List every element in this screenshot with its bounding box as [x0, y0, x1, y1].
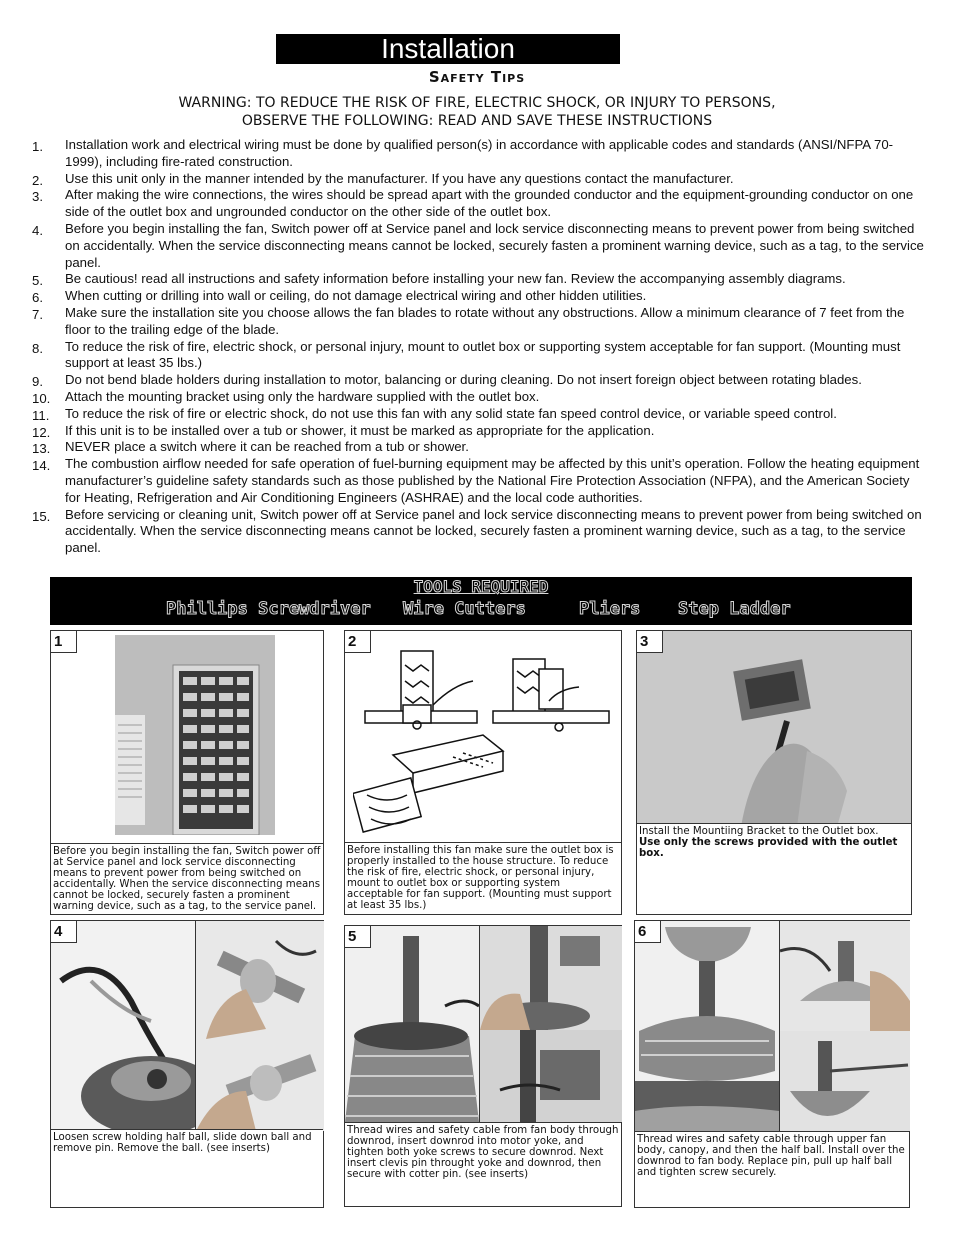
fan-body-downrod-photo — [345, 926, 479, 1122]
tip-item — [32, 221, 924, 271]
step-2-caption: Before installing this fan make sure the outlet box is properly installed to the house structure. To reduce the risk of fire, electric shock, or personal injury, mount to outlet box or supporting system acceptable for fan support. (Mounting must support at least 35 lbs.) — [345, 842, 621, 914]
step-number: 1 — [51, 631, 77, 653]
tip-item — [32, 456, 924, 506]
tip-text: The combustion airflow needed for safe operation of fuel-burning equipment may be affected by this unit’s operation. Follow the heating equipment manufacturer’s guideline safety standards such as those published by the National Fire Protection Association (NFPA), and the American Society for Heating, Refrigeration and Air Conditioning Engineers (ASHRAE) and the local code authorities. — [65, 456, 920, 505]
tip-number: 5. — [32, 273, 43, 289]
safety-tips-list — [32, 137, 924, 557]
tip-text: Attach the mounting bracket using only the hardware supplied with the outlet box. — [65, 388, 540, 404]
tip-item — [32, 439, 924, 456]
downrod-main-photo — [51, 921, 195, 1131]
step-number: 3 — [637, 631, 663, 653]
step-3-panel — [636, 630, 912, 915]
tip-number: 7. — [32, 306, 43, 322]
step-4-panel — [50, 920, 324, 1208]
page-title: Installation — [276, 34, 620, 64]
clevis-pin-insert-photo — [479, 1030, 622, 1122]
step-number: 5 — [345, 926, 371, 948]
tip-text: Use this unit only in the manner intended by the manufacturer. If you have any questions contact the manufacturer. — [65, 170, 734, 186]
step-5-panel — [344, 925, 622, 1207]
canopy-insert-photo — [779, 921, 910, 1032]
tip-number: 2. — [32, 172, 43, 188]
tip-item — [32, 372, 924, 389]
step-1-caption: Before you begin installing the fan, Switch power off at Service panel and lock service disconnecting means to prevent power from being switched on accidentally. When the service disconnecting means cannot be locked, securely fasten a prominent warning device, such as a tag, to the service panel. — [51, 843, 323, 914]
tool-phillips-screwdriver: Phillips Screwdriver — [166, 599, 371, 619]
step-5-caption: Thread wires and safety cable from fan body through downrod, insert downrod into motor yoke, and tighten both yoke screws to secure downrod. Next insert clevis pin throught yoke and downrod, then secure with cotter pin. (see inserts) — [345, 1122, 621, 1206]
tip-item — [32, 406, 924, 423]
step-number: 6 — [635, 921, 661, 943]
tip-item — [32, 288, 924, 305]
tip-number: 11. — [32, 407, 50, 423]
step-number: 4 — [51, 921, 77, 943]
half-ball-install-insert-photo — [779, 1031, 910, 1131]
tip-number: 9. — [32, 374, 43, 390]
tip-text: Be cautious! read all instructions and safety information before installing your new fan. Review the accompanying assembly diagrams. — [65, 271, 846, 287]
mounting-bracket-photo — [637, 631, 911, 827]
safety-tips-heading: Safety Tips — [428, 68, 526, 86]
yoke-screws-insert-photo — [479, 926, 622, 1031]
tip-number: 6. — [32, 290, 43, 306]
step-1-panel — [50, 630, 324, 915]
tip-text: Do not bend blade holders during installation to motor, balancing or during cleaning. Do not insert foreign object between rotating blades. — [65, 372, 862, 388]
step-4-caption: Loosen screw holding half ball, slide down ball and remove pin. Remove the ball. (see inserts) — [51, 1129, 323, 1207]
tool-wire-cutters: Wire Cutters — [403, 599, 526, 619]
tip-item — [32, 507, 924, 557]
tip-number: 15. — [32, 508, 51, 524]
tip-number: 10. — [32, 390, 51, 406]
tip-number: 12. — [32, 424, 51, 440]
half-ball-insert-photo — [195, 921, 324, 1040]
tip-item — [32, 389, 924, 406]
tip-text: If this unit is to be installed over a tub or shower, it must be marked as appropriate for the application. — [65, 422, 655, 438]
tool-step-ladder: Step Ladder — [678, 599, 791, 619]
tool-pliers: Pliers — [579, 599, 641, 619]
tip-number: 4. — [32, 222, 43, 238]
outlet-box-diagram — [353, 645, 615, 835]
tip-text: Before servicing or cleaning unit, Switch power off at Service panel and lock service disconnecting means to prevent power from being switched on accidentally. When the service disconnecting means cannot be locked, securely fasten a prominent warning device, such as a tag, to the service panel. — [65, 506, 922, 556]
tip-text: NEVER place a switch where it can be reached from a tub or shower. — [65, 439, 469, 455]
tip-item — [32, 171, 924, 188]
tip-number: 8. — [32, 340, 43, 356]
tip-text: When cutting or drilling into wall or ceiling, do not damage electrical wiring and other hidden utilities. — [65, 288, 647, 304]
tip-text: After making the wire connections, the wires should be spread apart with the grounded conductor and the equipment-grounding conductor on one side of the outlet box and ungrounded conductor on the other side of the outlet box. — [65, 187, 914, 220]
step-3-caption — [637, 823, 911, 914]
tip-text: Installation work and electrical wiring must be done by qualified person(s) in accordance with applicable codes and standards (ANSI/NFPA 70-1999), including fire-rated construction. — [65, 137, 894, 169]
tip-number: 13. — [32, 441, 51, 457]
step-number: 2 — [345, 631, 371, 653]
tip-text: To reduce the risk of fire, electric shock, or personal injury, mount to outlet box or supporting system acceptable for fan support. (Mounting must support at least 35 lbs.) — [65, 338, 901, 371]
tip-number: 1. — [32, 139, 43, 154]
step-2-panel — [344, 630, 622, 915]
tip-number: 3. — [32, 189, 43, 205]
tools-title: TOOLS REQUIRED — [413, 577, 549, 596]
remove-pin-insert-photo — [195, 1039, 324, 1131]
tip-item — [32, 305, 924, 339]
tip-text: To reduce the risk of fire or electric shock, do not use this fan with any solid state fan speed control device, or variable speed control. — [65, 405, 837, 421]
tip-text: Before you begin installing the fan, Switch power off at Service panel and lock service disconnecting means to prevent power from being switched on accidentally. When the service disconnecting means cannot be locked, securely fasten a prominent warning device, such as a tag, to the service panel. — [65, 220, 924, 270]
tip-number: 14. — [32, 458, 51, 474]
tip-item — [32, 137, 924, 171]
tip-item — [32, 187, 924, 221]
warning-line-1: WARNING: TO REDUCE THE RISK OF FIRE, ELECTRIC SHOCK, OR INJURY TO PERSONS, — [178, 95, 776, 111]
step-6-panel — [634, 920, 910, 1208]
upper-fan-body-photo — [635, 921, 779, 1131]
warning-line-2: OBSERVE THE FOLLOWING: READ AND SAVE THESE INSTRUCTIONS — [241, 113, 713, 129]
tip-text: Make sure the installation site you choose allows the fan blades to rotate without any obstructions. Allow a minimum clearance of 7 feet from the floor to the trailing edge of the blade. — [65, 304, 905, 337]
step-3-caption-bold: Use only the screws provided with the outlet box. — [639, 837, 898, 859]
tip-item — [32, 271, 924, 288]
step-3-caption-text: Install the Mountiing Bracket to the Outlet box. — [639, 826, 879, 837]
warning-text — [0, 94, 954, 130]
tools-required-bar — [50, 577, 912, 625]
breaker-panel-photo — [115, 635, 275, 835]
tip-item — [32, 423, 924, 440]
tip-item — [32, 339, 924, 373]
step-6-caption: Thread wires and safety cable through upper fan body, canopy, and then the half ball. Install over the downrod to fan body. Replace pin, pull up half ball and tighten screw securely. — [635, 1131, 909, 1207]
